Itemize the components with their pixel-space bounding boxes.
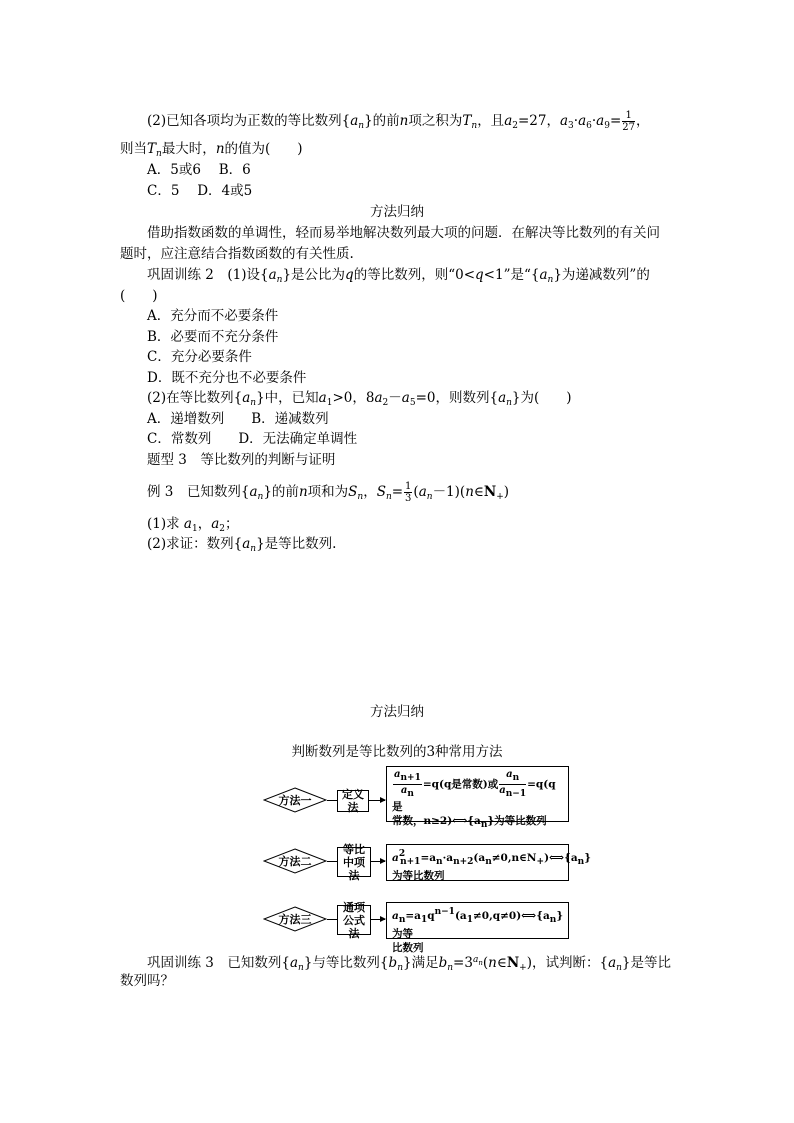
method-2-diamond [263,848,327,874]
connector-2 [327,861,337,862]
exercise2-option-d: D．既不充分也不必要条件 [147,370,307,386]
method-summary-2-title: 方法归纳 [370,704,424,720]
connector-3 [327,919,337,920]
fraction-1-27: $\frac{1}{27}$ [622,110,636,133]
exercise2-option-c: C．充分必要条件 [147,349,252,365]
exercise3-line2: 数列吗？ [120,973,174,989]
arrow-2 [370,861,385,862]
geometric-mean-method-result: $a^2_{n+1}=a_n\cdot a_{n+2}(a_n\ne 0,n\in N_+)⟺\{a_n\}$ 为等比数列 [386,844,569,881]
definition-method-box: 定义法 [337,790,369,812]
exercise2-q1-paren: ( ) [120,288,158,304]
method-1-diamond [263,787,327,813]
example3-part1: (1)求 $a_1$，$a_2$； [147,516,239,534]
definition-method-result: $\frac{a_{n+1}}{a_n}$ =q(q是常数)或 $\frac{a_n}{a_{n-1}}$ =q(q是 常数，$n\ge 2)⟺\{a_n\}$为等比数列 [386,766,569,822]
method-3-label: 方法三 [278,913,312,926]
method-summary-text-1: 借助指数函数的单调性，轻而易举地解决数列最大项的问题．在解决等比数列的有关问 [147,225,660,241]
general-term-method-result: $a_n=a_1q^{n-1}(a_1\ne 0,q\ne 0)⟺\{a_n\}$为等 比数列 [386,902,569,939]
method-2-label: 方法二 [278,855,312,868]
exercise2-q2-option-cd: C．常数列 D．无法确定单调性 [147,431,358,447]
arrow-3 [370,919,385,920]
exercise2-q2-option-ab: A．递增数列 B．递减数列 [147,411,329,427]
method-summary-title: 方法归纳 [370,204,424,220]
example3-statement: 例 3 已知数列$\{a_n\}$的前n项和为$S_n$，$S_n=$ $\frac{1}{3}$ $(a_n-1)(n\in N_+)$ [147,481,510,504]
q2-option-ab: A．5或6 B．6 [147,162,251,178]
geometric-mean-method-box: 等比 中项法 [337,847,371,877]
type3-heading: 题型 3 等比数列的判断与证明 [147,452,336,468]
exercise3-line1: 巩固训练 3 已知数列$\{a_n\}$与等比数列$\{b_n\}$满足$b_n=3^{a_n}(n\in N_+)$，试判断：$\{a_n\}$是等比 [147,955,672,973]
example3-part2: (2)求证：数列$\{a_n\}$是等比数列. [147,536,337,554]
exercise2-q2: (2)在等比数列$\{a_n\}$中，已知$a_1>0$，$8a_2-a_5=0$，则数列$\{a_n\}$为( ) [147,390,572,408]
general-term-method-box: 通项 公式法 [337,905,371,935]
method-3-diamond [263,906,327,932]
q2-option-cd: C．5 D．4或5 [147,183,253,199]
fraction-1-3: $\frac{1}{3}$ [405,481,412,504]
method-summary-text-2: 题时，应注意结合指数函数的有关性质. [120,246,354,262]
q2-line2: 则当$T_n$最大时，n的值为( ) [120,141,303,159]
method-1-label: 方法一 [278,794,312,807]
connector-1 [327,800,337,801]
exercise2-option-a: A．充分而不必要条件 [147,308,279,324]
exercise2-option-b: B．必要而不充分条件 [147,329,279,345]
arrow-1 [368,800,385,801]
method-summary-2-subtitle: 判断数列是等比数列的3种常用方法 [291,744,503,760]
q2-line1: (2)已知各项均为正数的等比数列$\{a_n\}$的前n项之积为$T_n$，且$a_2=27$，$a_3\cdot a_6\cdot a_9=$ $\frac{1}{27}$ ， [147,110,650,133]
exercise2-q1: 巩固训练 2 (1)设$\{a_n\}$是公比为q的等比数列，则“0<q<1”是“$\{a_n\}$为递减数列”的 [147,267,650,285]
